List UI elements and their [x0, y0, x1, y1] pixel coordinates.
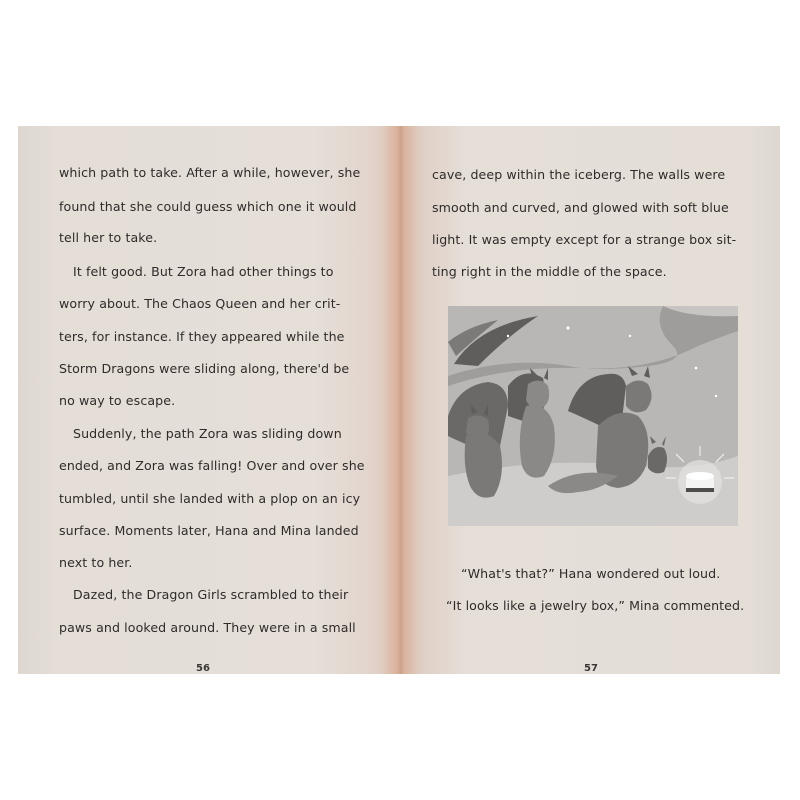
text-line: Storm Dragons were sliding along, there'd be — [59, 361, 350, 376]
text-line: surface. Moments later, Hana and Mina landed — [59, 523, 359, 538]
text-line: worry about. The Chaos Queen and her crit- — [59, 296, 341, 311]
text-line: “What's that?” Hana wondered out loud. — [461, 566, 721, 581]
dragons-in-ice-cave-illustration — [448, 306, 738, 526]
text-line: ended, and Zora was falling! Over and over she — [59, 458, 365, 473]
text-line: next to her. — [59, 555, 133, 570]
text-line: light. It was empty except for a strange box sit- — [432, 232, 737, 247]
text-line: Dazed, the Dragon Girls scrambled to their — [73, 587, 349, 602]
text-line: ting right in the middle of the space. — [432, 264, 667, 279]
text-line: paws and looked around. They were in a small — [59, 620, 356, 635]
text-line: found that she could guess which one it would — [59, 199, 357, 214]
text-line: “It looks like a jewelry box,” Mina commented. — [446, 598, 745, 613]
text-line: It felt good. But Zora had other things to — [73, 264, 334, 279]
text-line: Suddenly, the path Zora was sliding down — [73, 426, 342, 441]
page-number-right: 57 — [584, 663, 598, 674]
text-line: ters, for instance. If they appeared while the — [59, 329, 345, 344]
text-line: tell her to take. — [59, 230, 158, 245]
text-line: cave, deep within the iceberg. The walls were — [432, 167, 726, 182]
text-line: tumbled, until she landed with a plop on an icy — [59, 491, 361, 506]
text-line: which path to take. After a while, however, she — [59, 165, 361, 180]
book-gutter — [382, 126, 418, 674]
text-line: smooth and curved, and glowed with soft blue — [432, 200, 729, 215]
text-line: no way to escape. — [59, 393, 176, 408]
page-number-left: 56 — [196, 663, 210, 674]
